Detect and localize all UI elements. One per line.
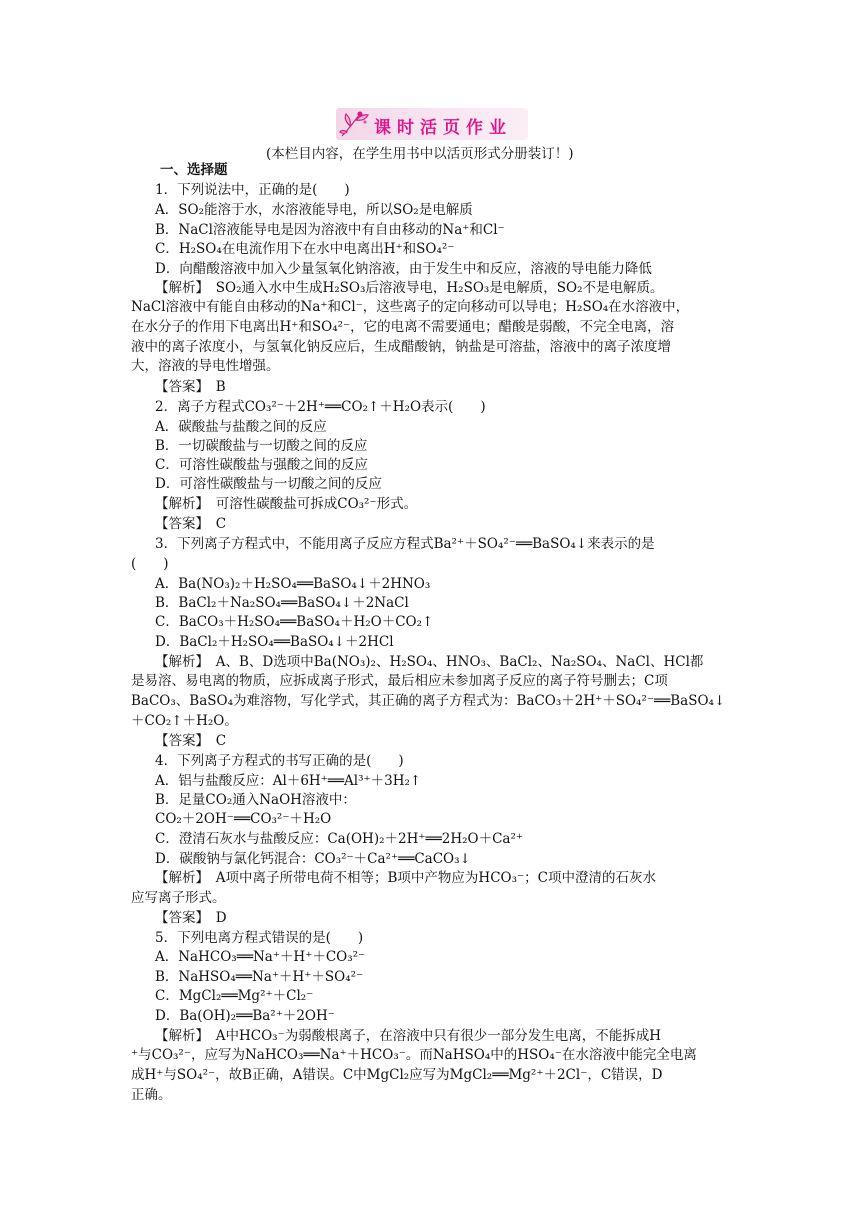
text-line: CO₂＋2OH⁻══CO₃²⁻＋H₂O bbox=[155, 811, 332, 827]
text-line: 液中的离子浓度小，与氢氧化钠反应后，生成醋酸钠，钠盐是可溶盐，溶液中的离子浓度增 bbox=[131, 339, 671, 355]
text-line: A．NaHCO₃══Na⁺＋H⁺＋CO₃²⁻ bbox=[155, 949, 366, 965]
text-line: 5．下列电离方程式错误的是( ) bbox=[155, 930, 364, 946]
text-line: 4．下列离子方程式的书写正确的是( ) bbox=[155, 753, 404, 769]
text-line: B．BaCl₂＋Na₂SO₄══BaSO₄↓＋2NaCl bbox=[155, 595, 409, 611]
text-line: 【解析】 A中HCO₃⁻为弱酸根离子，在溶液中只有很少一部分发生电离，不能拆成H bbox=[155, 1028, 661, 1044]
text-line: A．Ba(NO₃)₂＋H₂SO₄══BaSO₄↓＋2HNO₃ bbox=[155, 576, 431, 592]
text-line: 【答案】 D bbox=[155, 910, 227, 926]
text-line: 【解析】 SO₂通入水中生成H₂SO₃后溶液导电，H₂SO₃是电解质，SO₂不是电解质。 bbox=[155, 280, 664, 296]
text-line: 在水分子的作用下电离出H⁺和SO₄²⁻，它的电离不需要通电；醋酸是弱酸，不完全电离，溶 bbox=[131, 319, 675, 335]
text-line: BaCO₃、BaSO₄为难溶物，写化学式，其正确的离子方程式为：BaCO₃＋2H⁺＋SO₄²⁻══BaSO₄↓ bbox=[131, 693, 726, 709]
text-line: 1．下列说法中，正确的是( ) bbox=[155, 182, 350, 198]
text-line: D．可溶性碳酸盐与一切酸之间的反应 bbox=[155, 476, 382, 492]
text-line: ⁺与CO₃²⁻，应写为NaHCO₃══Na⁺＋HCO₃⁻。而NaHSO₄中的HSO₄⁻在水溶液中能完全电离 bbox=[131, 1047, 697, 1063]
text-line: A．铝与盐酸反应：Al＋6H⁺══Al³⁺＋3H₂↑ bbox=[155, 773, 422, 789]
text-line: 3．下列离子方程式中，不能用离子反应方程式Ba²⁺＋SO₄²⁻══BaSO₄↓来表示的是 bbox=[155, 536, 655, 552]
text-line: 大，溶液的导电性增强。 bbox=[131, 358, 280, 374]
text-line: NaCl溶液中有能自由移动的Na⁺和Cl⁻，这些离子的定向移动可以导电；H₂SO₄在水溶液中， bbox=[131, 299, 690, 315]
text-line: 正确。 bbox=[131, 1087, 172, 1103]
text-line: B．NaCl溶液能导电是因为溶液中有自由移动的Na⁺和Cl⁻ bbox=[155, 222, 505, 238]
text-line: B．足量CO₂通入NaOH溶液中： bbox=[155, 792, 356, 808]
text-line: C．BaCO₃＋H₂SO₄══BaSO₄＋H₂O＋CO₂↑ bbox=[155, 614, 434, 630]
text-line: 【答案】 B bbox=[155, 379, 226, 395]
text-line: C．澄清石灰水与盐酸反应：Ca(OH)₂＋2H⁺══2H₂O＋Ca²⁺ bbox=[155, 831, 523, 847]
text-line: C．可溶性碳酸盐与强酸之间的反应 bbox=[155, 457, 368, 473]
text-line: 【答案】 C bbox=[155, 516, 227, 532]
text-line: D．向醋酸溶液中加入少量氢氧化钠溶液，由于发生中和反应，溶液的导电能力降低 bbox=[155, 261, 652, 277]
text-line: 应写离子形式。 bbox=[131, 890, 226, 906]
text-line: A．碳酸盐与盐酸之间的反应 bbox=[155, 419, 327, 435]
text-line: C．H₂SO₄在电流作用下在水中电离出H⁺和SO₄²⁻ bbox=[155, 241, 455, 257]
text-line: 是易溶、易电离的物质，应拆成离子形式，最后相应未参加离子反应的离子符号删去；C项 bbox=[131, 673, 668, 689]
text-line: 2．离子方程式CO₃²⁻＋2H⁺══CO₂↑＋H₂O表示( ) bbox=[155, 399, 486, 415]
text-line: C．MgCl₂══Mg²⁺＋Cl₂⁻ bbox=[155, 988, 314, 1004]
text-line: A．SO₂能溶于水，水溶液能导电，所以SO₂是电解质 bbox=[155, 202, 473, 218]
text-line: B．NaHSO₄══Na⁺＋H⁺＋SO₄²⁻ bbox=[155, 969, 364, 985]
text-line: 【解析】 A项中离子所带电荷不相等；B项中产物应为HCO₃⁻；C项中澄清的石灰水 bbox=[155, 870, 656, 886]
subtitle: (本栏目内容，在学生用书中以活页形式分册装订！) bbox=[266, 146, 574, 162]
text-line: 【解析】 A、B、D选项中Ba(NO₃)₂、H₂SO₄、HNO₃、BaCl₂、Na₂SO₄、NaCl、HCl都 bbox=[155, 654, 704, 670]
title-banner bbox=[336, 108, 528, 140]
text-line: B．一切碳酸盐与一切酸之间的反应 bbox=[155, 438, 368, 454]
text-line: 【答案】 C bbox=[155, 733, 227, 749]
banner-title: 课时活页作业 bbox=[374, 118, 512, 138]
text-line: ( ) bbox=[131, 556, 169, 572]
text-line: ＋CO₂↑＋H₂O。 bbox=[131, 713, 238, 729]
flower-icon bbox=[338, 108, 372, 140]
text-line: 成H⁺与SO₄²⁻，故B正确，A错误。C中MgCl₂应写为MgCl₂══Mg²⁺＋2Cl⁻，C错误，D bbox=[131, 1067, 663, 1083]
text-line: D．Ba(OH)₂══Ba²⁺＋2OH⁻ bbox=[155, 1008, 335, 1024]
section-heading: 一、选择题 bbox=[160, 162, 228, 178]
text-line: D．碳酸钠与氯化钙混合：CO₃²⁻＋Ca²⁺══CaCO₃↓ bbox=[155, 851, 471, 867]
text-line: 【解析】 可溶性碳酸盐可拆成CO₃²⁻形式。 bbox=[155, 496, 418, 512]
text-line: D．BaCl₂＋H₂SO₄══BaSO₄↓＋2HCl bbox=[155, 634, 394, 650]
